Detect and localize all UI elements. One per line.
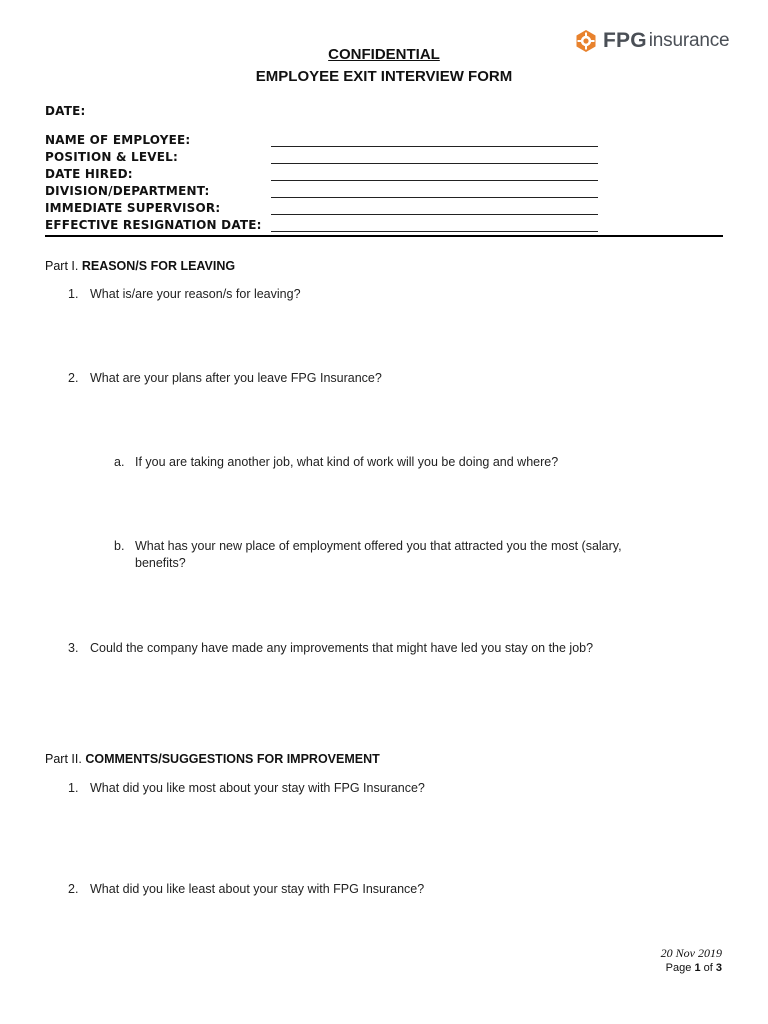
question-item [68, 641, 728, 659]
question-item [68, 287, 728, 305]
question-number: 3. [68, 641, 79, 655]
logo-brand-text: FPG [603, 29, 647, 52]
field-line-name[interactable] [271, 146, 598, 147]
question-text: If you are taking another job, what kind of work will you be doing and where? [135, 455, 559, 469]
part2-title: COMMENTS/SUGGESTIONS FOR IMPROVEMENT [85, 752, 380, 766]
part1-title: REASON/S FOR LEAVING [81, 259, 236, 273]
question-text: What is/are your reason/s for leaving? [90, 287, 301, 301]
question-text: What did you like most about your stay with FPG Insurance? [90, 781, 425, 795]
sub-question-item [114, 455, 734, 473]
field-line-position[interactable] [271, 163, 598, 164]
date-label: DATE: [45, 104, 86, 118]
confidential-heading: CONFIDENTIAL [328, 46, 440, 63]
logo-sub-text: insurance [648, 30, 730, 51]
form-title: EMPLOYEE EXIT INTERVIEW FORM [255, 68, 513, 85]
page-total: 3 [715, 962, 722, 974]
footer-date: 20 Nov 2019 [660, 946, 722, 960]
field-label-name: NAME OF EMPLOYEE: [45, 133, 191, 147]
part2-heading [45, 752, 380, 766]
field-label-supervisor: IMMEDIATE SUPERVISOR: [45, 201, 221, 215]
field-label-resignation-date: EFFECTIVE RESIGNATION DATE: [45, 218, 262, 232]
field-line-date-hired[interactable] [271, 180, 598, 181]
question-item [68, 882, 728, 900]
field-line-supervisor[interactable] [271, 214, 598, 215]
page-indicator [666, 962, 722, 974]
part1-prefix: Part I. [45, 259, 79, 273]
field-label-position: POSITION & LEVEL: [45, 150, 178, 164]
field-line-resignation-date[interactable] [271, 231, 598, 232]
field-label-division: DIVISION/DEPARTMENT: [45, 184, 210, 198]
sub-question-item [114, 539, 734, 575]
question-item [68, 781, 728, 799]
question-number: 1. [68, 781, 79, 795]
page-number: 1 [694, 962, 701, 974]
question-text: What did you like least about your stay with FPG Insurance? [90, 882, 425, 896]
question-number: 2. [68, 371, 79, 385]
field-line-division[interactable] [271, 197, 598, 198]
question-text-continued: benefits? [135, 556, 186, 570]
of-word: of [703, 962, 713, 974]
part1-heading [45, 259, 235, 273]
question-text: What are your plans after you leave FPG Insurance? [90, 371, 382, 385]
question-number: a. [114, 455, 125, 469]
page-word: Page [665, 962, 692, 974]
field-label-date-hired: DATE HIRED: [45, 167, 133, 181]
question-text: Could the company have made any improvements that might have led you stay on the job? [90, 641, 594, 655]
question-number: 2. [68, 882, 79, 896]
question-number: 1. [68, 287, 79, 301]
question-number: b. [114, 539, 125, 553]
part2-prefix: Part II. [45, 752, 82, 766]
question-item [68, 371, 728, 389]
section-divider [45, 235, 723, 237]
question-text: What has your new place of employment offered you that attracted you the most (salary, [135, 539, 622, 553]
